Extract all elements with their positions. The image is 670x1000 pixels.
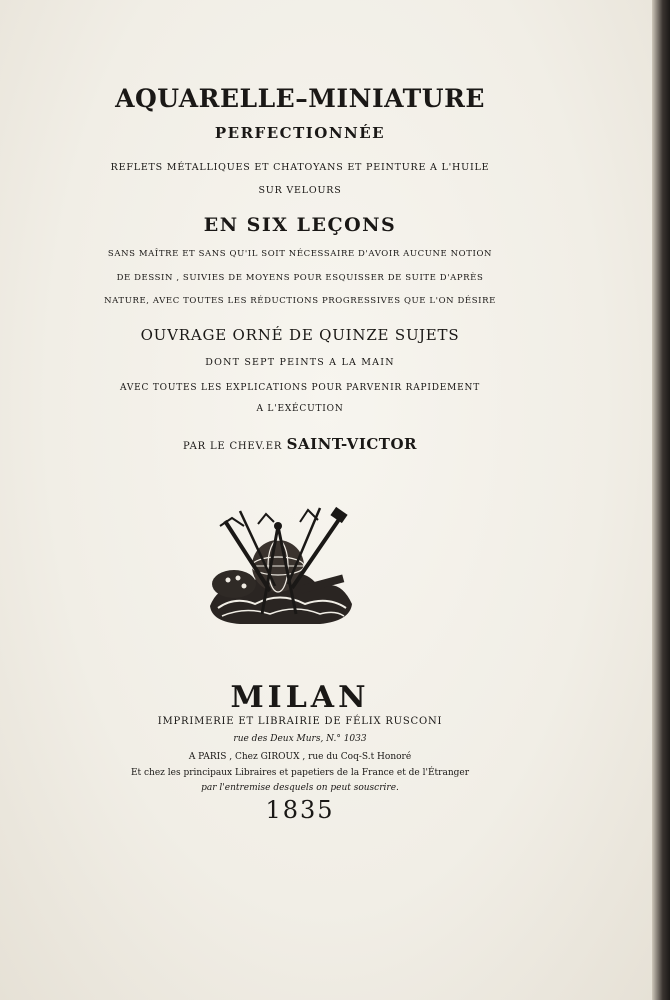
description-line-2: DE DESSIN , SUIVIES DE MOYENS POUR ESQUISSER DE SUITE D'APRÈS (116, 273, 484, 283)
paris-line: A PARIS , Chez GIROUX , rue du Coq-S.t Honoré (188, 752, 412, 762)
description-line-1: SANS MAÎTRE ET SANS QU'IL SOIT NÉCESSAIRE D'AVOIR AUCUNE NOTION (107, 249, 493, 259)
execution-line: A L'EXÉCUTION (256, 404, 344, 414)
page-edge-shadow (652, 0, 670, 1000)
main-title: AQUARELLE–MINIATURE (115, 84, 485, 113)
souscrire-line: par l'entremise desquels on peut souscrire. (201, 783, 399, 793)
libraires-line: Et chez les principaux Libraires et papetiers de la France et de l'Étranger (130, 768, 470, 778)
line-reflets: REFLETS MÉTALLIQUES ET CHATOYANS ET PEINTURE A L'HUILE (110, 162, 490, 173)
author-prefix: PAR LE CHEV.ER (183, 441, 283, 452)
author-name: SAINT-VICTOR (286, 435, 417, 453)
imprimerie-line: IMPRIMERIE ET LIBRAIRIE DE FÉLIX RUSCONI (157, 716, 443, 727)
publication-year: 1835 (265, 796, 335, 824)
ouvrage-line: OUVRAGE ORNÉ DE QUINZE SUJETS (140, 326, 460, 344)
line-velours: SUR VELOURS (258, 185, 342, 196)
author-line (0, 435, 600, 453)
city: MILAN (230, 680, 370, 715)
artist-tools-vignette-icon (200, 496, 360, 631)
dont-line: DONT SEPT PEINTS A LA MAIN (205, 357, 395, 368)
description-line-3: NATURE, AVEC TOUTES LES RÉDUCTIONS PROGRESSIVES QUE L'ON DÉSIRE (104, 296, 496, 306)
address-line: rue des Deux Murs, N.° 1033 (233, 734, 367, 744)
subtitle: PERFECTIONNÉE (214, 124, 386, 142)
avec-line: AVEC TOUTES LES EXPLICATIONS POUR PARVENIR RAPIDEMENT (119, 383, 480, 393)
six-lecons-heading: EN SIX LEÇONS (203, 214, 397, 236)
